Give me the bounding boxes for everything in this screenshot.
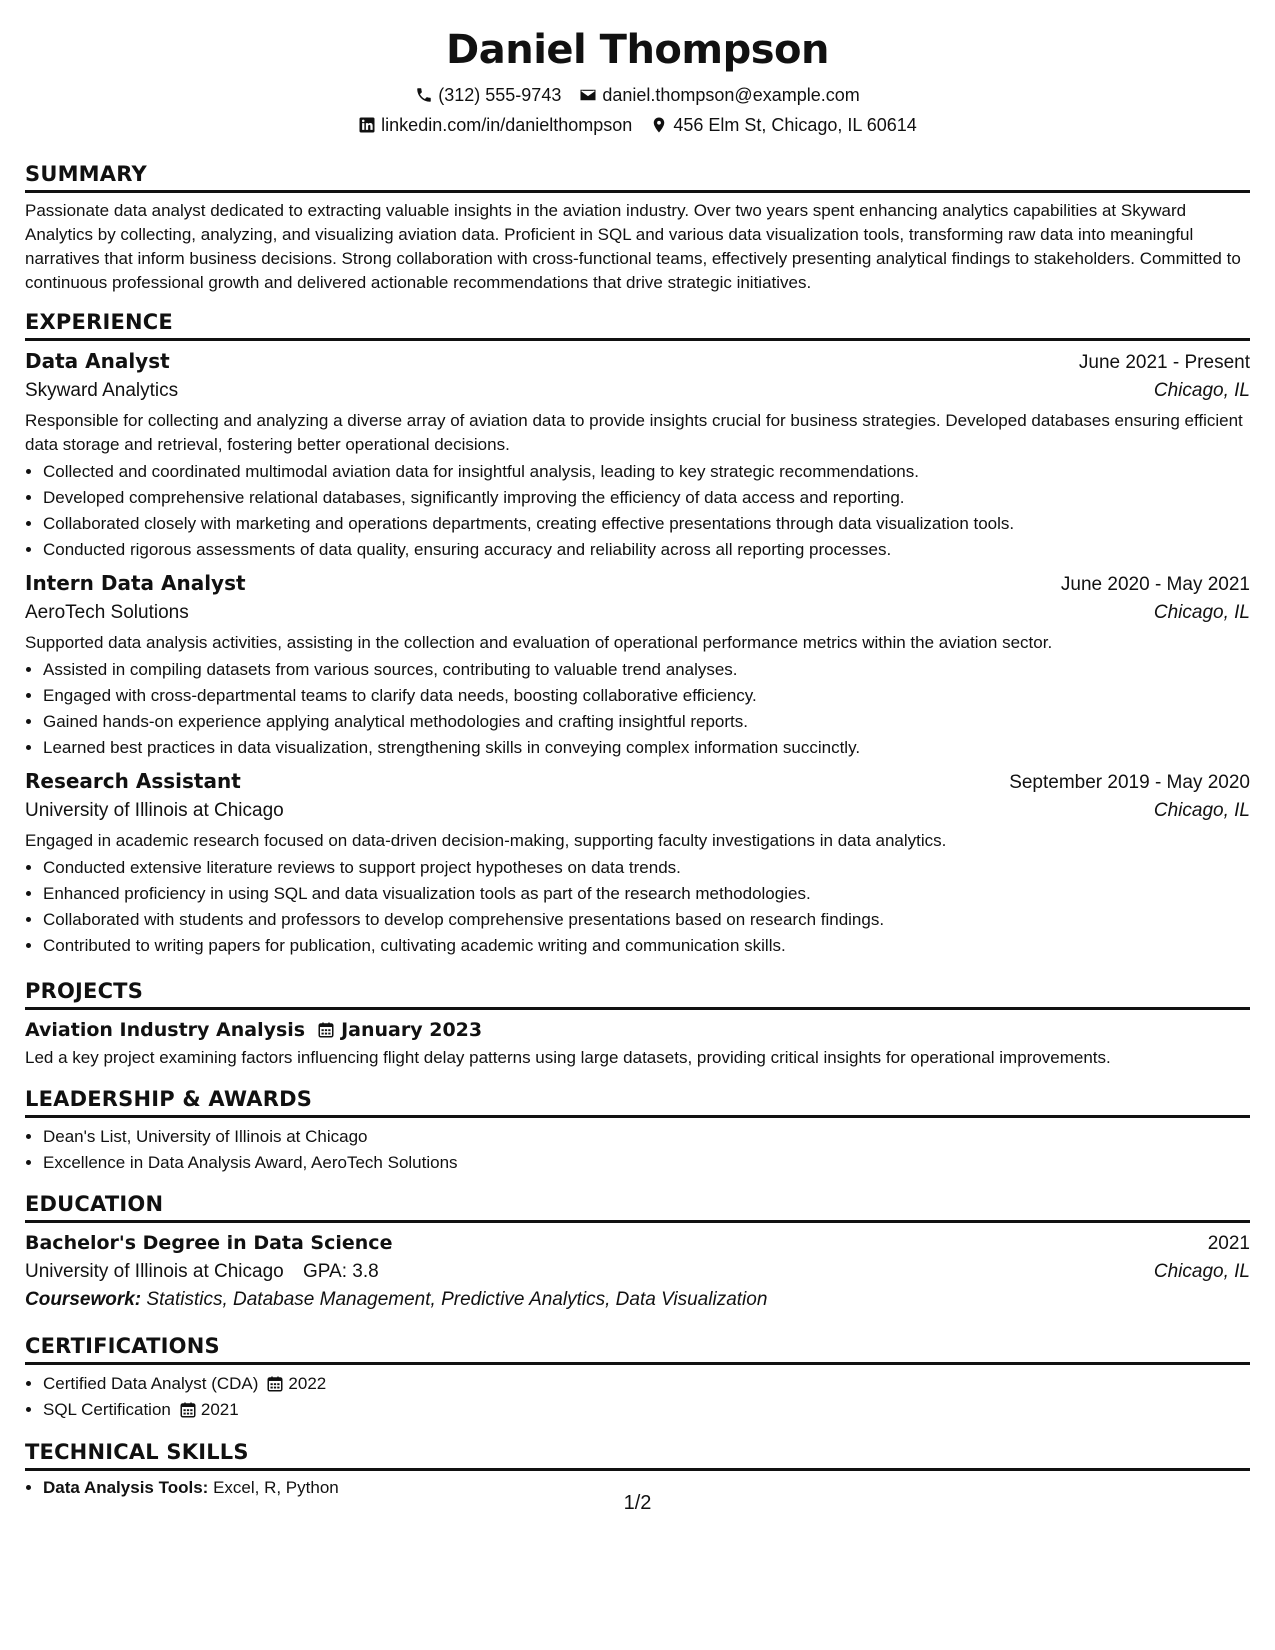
job-bullets — [25, 657, 1250, 761]
contact-line-2 — [25, 114, 1250, 136]
certification-name: • Certified Data Analyst (CDA) — [43, 1374, 259, 1393]
project-header — [25, 1016, 1250, 1044]
project-date — [317, 1019, 482, 1041]
email-address[interactable]: daniel.thompson@example.com — [602, 85, 860, 105]
gpa: GPA: 3.8 — [303, 1261, 379, 1282]
candidate-name: Daniel Thompson — [446, 27, 829, 73]
job-bullets — [25, 855, 1250, 959]
coursework-list: Statistics, Database Management, Predictive Analytics, Data Visualization — [146, 1289, 768, 1310]
envelope-icon — [579, 86, 597, 104]
page-number: 1/2 — [623, 1492, 652, 1514]
skill-value: Excel, R, Python — [213, 1478, 339, 1497]
certification-entry — [43, 1371, 1250, 1397]
school-name: University of Illinois at Chicago — [25, 1261, 284, 1282]
job-header — [25, 347, 1250, 377]
street-address: 456 Elm St, Chicago, IL 60614 — [673, 115, 917, 135]
list-item: • Developed comprehensive relational databases, significantly improving the efficiency of data access and reporting. — [43, 485, 1250, 511]
list-item: • Collected and coordinated multimodal aviation data for insightful analysis, leading to key strategic recommendations. — [43, 459, 1250, 485]
linkedin-icon — [358, 116, 376, 134]
job-title: Data Analyst — [25, 349, 170, 373]
list-item — [43, 1397, 1250, 1423]
email-contact — [579, 84, 859, 106]
job-company: Skyward Analytics — [25, 380, 179, 401]
project-title: Aviation Industry Analysis — [25, 1019, 306, 1041]
section-title-education: EDUCATION — [25, 1190, 1250, 1223]
job-description: Responsible for collecting and analyzing a diverse array of aviation data to provide insights crucial for business strategies. Developed databases ensuring efficient data storage and retrieval, fostering better operational decisions. — [25, 411, 1243, 454]
list-item: • Conducted extensive literature reviews to support project hypotheses on data trends. — [43, 855, 1250, 881]
list-item — [43, 1371, 1250, 1397]
coursework-line — [25, 1286, 1250, 1314]
job-dates: June 2021 - Present — [1078, 352, 1250, 373]
job-bullets — [25, 459, 1250, 563]
school-info — [25, 1258, 379, 1286]
degree-title: Bachelor's Degree in Data Science — [25, 1232, 393, 1254]
job-title: Intern Data Analyst — [25, 571, 246, 595]
phone-number: (312) 555-9743 — [438, 85, 562, 105]
job-description: Engaged in academic research focused on data-driven decision-making, supporting faculty investigations in data analytics. — [25, 831, 947, 850]
section-title-skills: TECHNICAL SKILLS — [25, 1438, 1250, 1471]
list-item: • Assisted in compiling datasets from various sources, contributing to valuable trend analyses. — [43, 657, 1250, 683]
summary-section — [25, 160, 1250, 295]
skill-label: Data Analysis Tools: — [43, 1478, 209, 1497]
project-description: Led a key project examining factors influencing flight delay patterns using large datasets, providing critical insights for operational improvements. — [25, 1048, 1111, 1067]
section-title-summary: SUMMARY — [25, 160, 1250, 193]
certifications-section — [25, 1332, 1250, 1423]
job-description: Supported data analysis activities, assisting in the collection and evaluation of operational performance metrics within the aviation sector. — [25, 633, 1053, 652]
summary-text: Passionate data analyst dedicated to extracting valuable insights in the aviation industry. Over two years spent enhancing analytics capabilities at Skyward Analytics by collecting, analyzing, and visualizing aviation data. Proficient in SQL and various data visualization tools, transforming raw data into meaningful narratives that inform business decisions. Strong collaboration with cross-functional teams, effectively presenting analytical findings to stakeholders. Committed to continuous professional growth and delivered actionable recommendations that drive strategic initiatives. — [25, 201, 1241, 292]
leadership-list — [25, 1124, 1250, 1176]
section-title-experience: EXPERIENCE — [25, 308, 1250, 341]
education-subheader — [25, 1258, 1250, 1286]
contact-line-1 — [25, 84, 1250, 106]
list-item: • Conducted rigorous assessments of data quality, ensuring accuracy and reliability across all reporting processes. — [43, 537, 1250, 563]
job-title: Research Assistant — [25, 769, 241, 793]
location-pin-icon — [650, 116, 668, 134]
certification-year: 2022 — [288, 1374, 327, 1393]
list-item: • Collaborated closely with marketing and operations departments, creating effective presentations through data visualization tools. — [43, 511, 1250, 537]
certification-entry — [43, 1397, 1250, 1423]
certification-year: 2021 — [200, 1400, 239, 1419]
job-company: AeroTech Solutions — [25, 602, 189, 623]
calendar-icon — [179, 1401, 197, 1419]
section-title-certifications: CERTIFICATIONS — [25, 1332, 1250, 1365]
job-entry — [25, 347, 1250, 563]
job-subheader — [25, 599, 1250, 627]
projects-section — [25, 977, 1250, 1070]
list-item: • Engaged with cross-departmental teams to clarify data needs, boosting collaborative efficiency. — [43, 683, 1250, 709]
leadership-section — [25, 1085, 1250, 1176]
phone-icon — [415, 86, 433, 104]
job-location: Chicago, IL — [1153, 380, 1250, 401]
address-contact — [650, 114, 916, 136]
job-header — [25, 569, 1250, 599]
job-location: Chicago, IL — [1153, 602, 1250, 623]
job-subheader — [25, 377, 1250, 405]
linkedin-url[interactable]: linkedin.com/in/danielthompson — [381, 115, 633, 135]
section-title-projects: PROJECTS — [25, 977, 1250, 1010]
list-item: • Enhanced proficiency in using SQL and data visualization tools as part of the research methodologies. — [43, 881, 1250, 907]
education-location: Chicago, IL — [1153, 1261, 1250, 1282]
project-date-text: January 2023 — [341, 1019, 483, 1041]
job-location: Chicago, IL — [1153, 800, 1250, 821]
linkedin-contact — [358, 114, 632, 136]
list-item: • Gained hands-on experience applying analytical methodologies and crafting insightful reports. — [43, 709, 1250, 735]
experience-section — [25, 308, 1250, 959]
job-dates: September 2019 - May 2020 — [1009, 772, 1250, 793]
certification-date — [266, 1371, 326, 1397]
coursework-label: Coursework: — [25, 1289, 142, 1310]
job-entry — [25, 767, 1250, 959]
certifications-list — [25, 1371, 1250, 1423]
phone-contact — [415, 84, 561, 106]
resume-page — [25, 0, 1250, 1650]
list-item: • Contributed to writing papers for publication, cultivating academic writing and communication skills. — [43, 933, 1250, 959]
calendar-icon — [266, 1375, 284, 1393]
job-entry — [25, 569, 1250, 761]
job-company: University of Illinois at Chicago — [25, 800, 284, 821]
job-dates: June 2020 - May 2021 — [1060, 574, 1250, 595]
list-item: • Learned best practices in data visualization, strengthening skills in conveying complex information succinctly. — [43, 735, 1250, 761]
list-item: • Collaborated with students and professors to develop comprehensive presentations based on research findings. — [43, 907, 1250, 933]
certification-date — [179, 1397, 239, 1423]
job-header — [25, 767, 1250, 797]
calendar-icon — [317, 1021, 335, 1039]
job-subheader — [25, 797, 1250, 825]
certification-name: • SQL Certification — [43, 1400, 171, 1419]
graduation-year: 2021 — [1207, 1233, 1250, 1254]
education-section — [25, 1190, 1250, 1314]
list-item: • Dean's List, University of Illinois at Chicago — [43, 1124, 1250, 1150]
list-item: • Excellence in Data Analysis Award, AeroTech Solutions — [43, 1150, 1250, 1176]
section-title-leadership: LEADERSHIP & AWARDS — [25, 1085, 1250, 1118]
education-header — [25, 1229, 1250, 1258]
